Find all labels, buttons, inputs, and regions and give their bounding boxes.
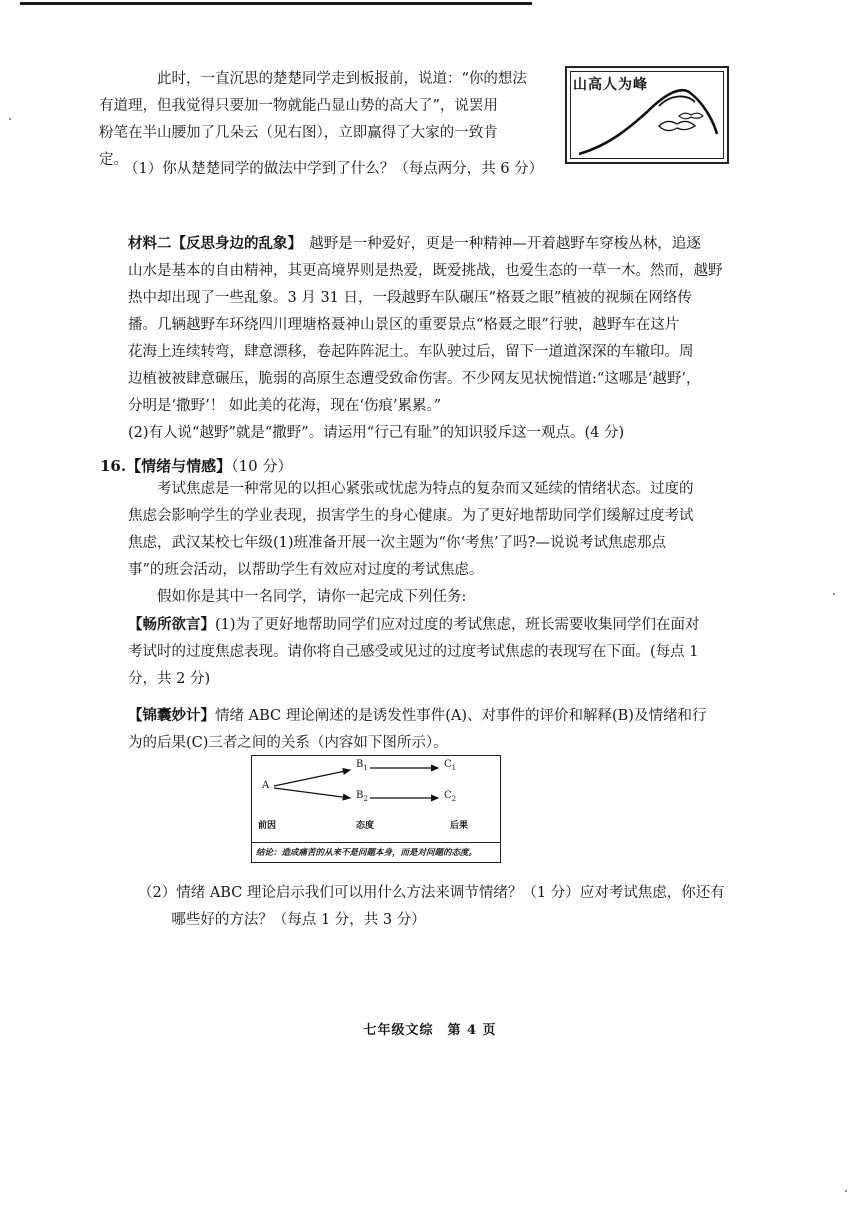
text-line: 边植被被肆意碾压，脆弱的高原生态遭受致命伤害。不少网友见状惋惜道:“这哪是‘越野’， <box>128 371 701 387</box>
question-2-emotion <box>138 880 738 934</box>
mountain-cartoon-frame <box>565 66 729 164</box>
node-c1: $C_1$ <box>444 759 457 772</box>
question-1: （1）你从楚楚同学的做法中学到了什么？（每点两分，共 6 分） <box>124 161 544 177</box>
text-line: 焦虑会影响学生的学业表现，损害学生的身心健康。为了更好地帮助同学们缓解过度考试 <box>128 508 694 524</box>
text-line: 热中却出现了一些乱象。3 月 31 日，一段越野车队碾压“格聂之眼”植被的视频在网络传 <box>128 290 692 306</box>
top-border-line <box>20 2 532 5</box>
scan-speck <box>845 1190 847 1192</box>
node-c2: $C_2$ <box>444 790 457 803</box>
diagram-conclusion: 结论：造成痛苦的从来不是问题本身，而是对问题的态度。 <box>252 842 500 862</box>
text-line: 分，共 2 分) <box>128 671 211 687</box>
arrow-a-to-b1 <box>274 770 350 786</box>
cloud-icon <box>659 121 695 130</box>
text-line: 哪些好的方法？（每点 1 分，共 3 分） <box>171 912 426 928</box>
material2-heading: 材料二【反思身边的乱象】 <box>128 235 295 252</box>
text-line: 越野是一种爱好，更是一种精神—开着越野车穿梭丛林，追逐 <box>309 236 701 252</box>
part1-title: 【畅所欲言】 <box>128 616 215 633</box>
part1-first-line <box>128 611 728 639</box>
text-line: 此时，一直沉思的楚楚同学走到板报前，说道：“你的想法 <box>157 71 527 87</box>
node-b2: $B_2$ <box>356 790 368 803</box>
text-line: 播。几辆越野车环绕四川理塘格聂神山景区的重要景点“格聂之眼”行驶，越野车在这片 <box>128 317 680 333</box>
label-result: 后果 <box>450 821 469 831</box>
task-line: 假如你是其中一名同学，请你一起完成下列任务: <box>157 589 467 605</box>
question-number: 16. <box>100 457 127 475</box>
question-title: 【情绪与情感】 <box>126 457 232 475</box>
part2-first-line <box>128 702 728 730</box>
part2-paragraph <box>128 702 728 757</box>
question-2: (2)有人说“越野”就是“撒野”。请运用“行己有耻”的知识驳斥这一观点。(4 分) <box>128 425 625 441</box>
text-line: 粉笔在半山腰加了几朵云（见右图），立即赢得了大家的一致肯 <box>99 125 498 141</box>
text-line: 有道理，但我觉得只要加一物就能凸显山势的高大了”，说罢用 <box>99 98 498 114</box>
abc-theory-diagram <box>251 755 501 863</box>
label-attitude: 态度 <box>356 821 375 831</box>
text-line: 定。 <box>99 152 128 168</box>
q16-intro <box>128 476 728 693</box>
cloud-icon <box>679 113 703 119</box>
text-line: 情绪 ABC 理论阐述的是诱发性事件(A)、对事件的评价和解释(B)及情绪和行 <box>215 708 707 724</box>
cartoon-caption: 山高人为峰 <box>571 74 650 94</box>
scan-speck <box>833 593 835 595</box>
question-score: （10 分） <box>231 457 293 475</box>
part2-title: 【锦囊妙计】 <box>128 707 215 724</box>
material2-paragraph <box>128 230 728 447</box>
page-footer: 七年级文综 第 4 页 <box>363 1023 497 1038</box>
text-line: 事”的班会活动，以帮助学生有效应对过度的考试焦虑。 <box>128 562 484 578</box>
scan-speck <box>9 118 11 120</box>
text-line: 花海上连续转弯，肆意漂移，卷起阵阵泥土。车队驶过后，留下一道道深深的车辙印。周 <box>128 344 694 360</box>
text-line: (1)为了更好地帮助同学们应对过度的考试焦虑，班长需要收集同学们在面对 <box>215 617 700 633</box>
material2-first-line <box>128 230 728 258</box>
text-line: 焦虑，武汉某校七年级(1)班准备开展一次主题为“你‘考焦’了吗?—说说考试焦虑那点 <box>128 535 666 551</box>
text-line: 为的后果(C)三者之间的关系（内容如下图所示）。 <box>128 735 448 751</box>
label-cause: 前因 <box>258 821 277 831</box>
text-line: 考试时的过度焦虑表现。请你将自己感受或见过的过度考试焦虑的表现写在下面。(每点 1 <box>128 644 699 660</box>
text-line: （2）情绪 ABC 理论启示我们可以用什么方法来调节情绪？（1 分）应对考试焦虑，你还有 <box>138 885 725 901</box>
text-line: 考试焦虑是一种常见的以担心紧张或忧虑为特点的复杂而又延续的情绪状态。过度的 <box>157 481 694 497</box>
text-line: 分明是‘撒野’！ 如此美的花海，现在‘伤痕’累累。” <box>128 398 442 414</box>
node-b1: $B_1$ <box>356 759 368 772</box>
node-a: A <box>262 780 270 791</box>
arrow-a-to-b2 <box>274 788 350 798</box>
text-line: 山水是基本的自由精神，其更高境界则是热爱，既爱挑战，也爱生态的一草一木。然而，越野 <box>128 263 723 279</box>
